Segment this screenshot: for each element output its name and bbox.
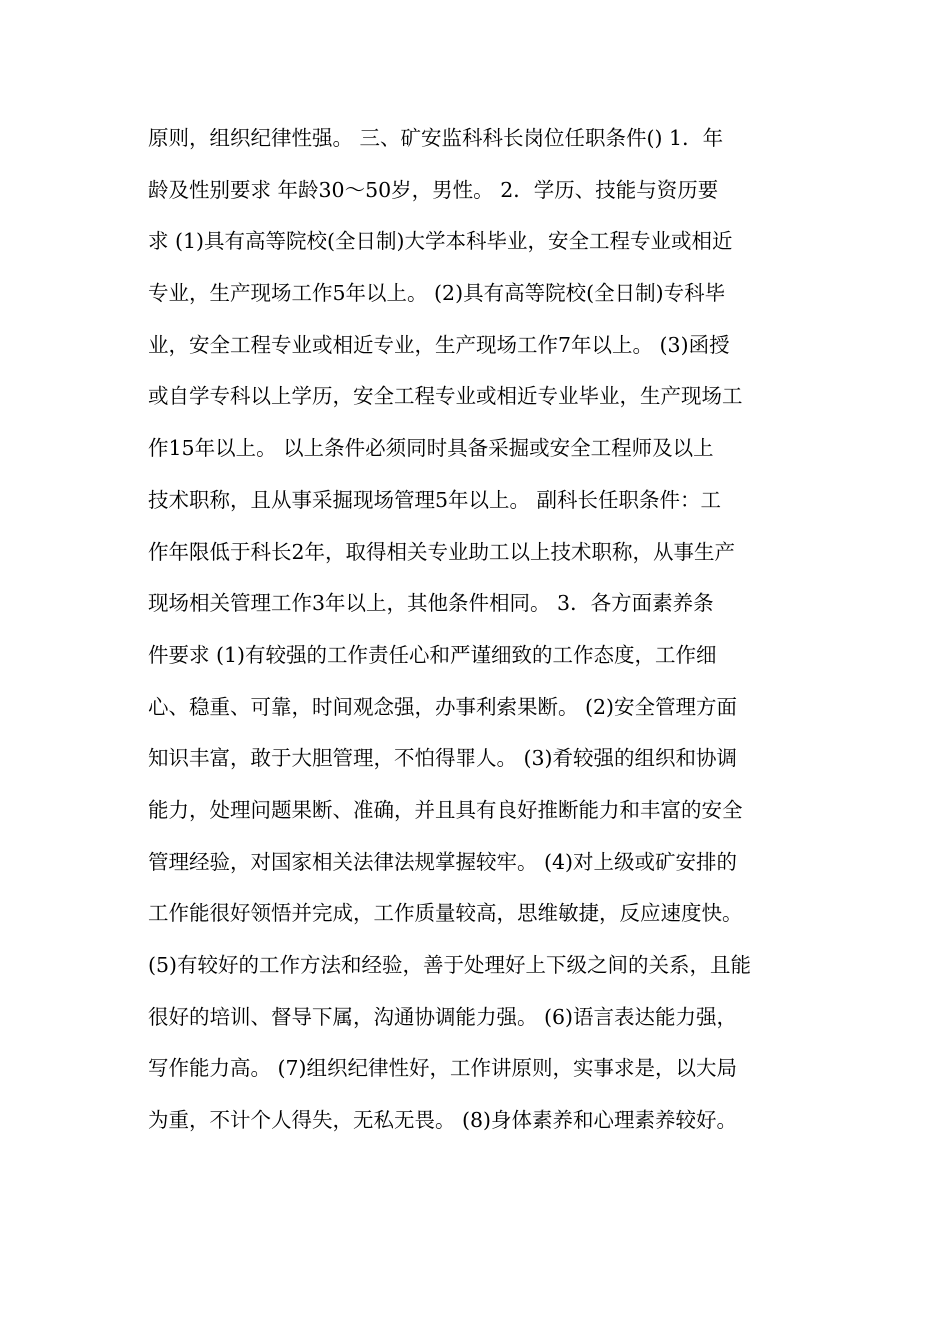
text-line: 为重，不计个人得失，无私无畏。 (8)身体素养和心理素养较好。 xyxy=(148,1108,738,1133)
text-line: 作15年以上。 以上条件必须同时具备采掘或安全工程师及以上 xyxy=(148,436,714,461)
text-line: 作年限低于科长2年，取得相关专业助工以上技术职称，从事生产 xyxy=(148,539,736,564)
text-line: 龄及性别要求 年龄30～50岁，男性。 2．学历、技能与资历要 xyxy=(148,177,719,202)
text-line: 求 (1)具有高等院校(全日制)大学本科毕业，安全工程专业或相近 xyxy=(148,229,733,254)
text-line: 管理经验，对国家相关法律法规掌握较牢。 (4)对上级或矿安排的 xyxy=(148,849,738,874)
text-line: (5)有较好的工作方法和经验，善于处理好上下级之间的关系，且能 xyxy=(148,953,752,977)
text-line: 业，安全工程专业或相近专业，生产现场工作7年以上。 (3)函授 xyxy=(148,332,730,357)
text-line: 心、稳重、可靠，时间观念强，办事利索果断。 (2)安全管理方面 xyxy=(148,694,738,719)
text-line: 写作能力高。 (7)组织纪律性好，工作讲原则，实事求是，以大局 xyxy=(148,1056,738,1081)
body-text xyxy=(148,113,808,1147)
text-line: 专业，生产现场工作5年以上。 (2)具有高等院校(全日制)专科毕 xyxy=(148,281,726,306)
text-line: 知识丰富，敢于大胆管理，不怕得罪人。 (3)肴较强的组织和协调 xyxy=(148,746,738,771)
text-line: 技术职称，且从事采掘现场管理5年以上。 副科长任职条件：工 xyxy=(148,487,722,512)
text-line: 很好的培训、督导下属，沟通协调能力强。 (6)语言表达能力强， xyxy=(148,1004,738,1029)
text-line: 或自学专科以上学历，安全工程专业或相近专业毕业，生产现场工 xyxy=(148,384,743,409)
text-line: 现场相关管理工作3年以上，其他条件相同。 3．各方面素养条 xyxy=(148,591,714,616)
text-line: 工作能很好领悟并完成，工作质量较高，思维敏捷，反应速度快。 xyxy=(148,901,743,926)
text-line: 件要求 (1)有较强的工作责任心和严谨细致的工作态度，工作细 xyxy=(148,642,717,667)
text-line: 能力，处理问题果断、准确，并且具有良好推断能力和丰富的安全 xyxy=(148,797,743,822)
text-line: 原则，组织纪律性强。 三、矿安监科科长岗位任职条件() 1．年 xyxy=(148,126,724,150)
